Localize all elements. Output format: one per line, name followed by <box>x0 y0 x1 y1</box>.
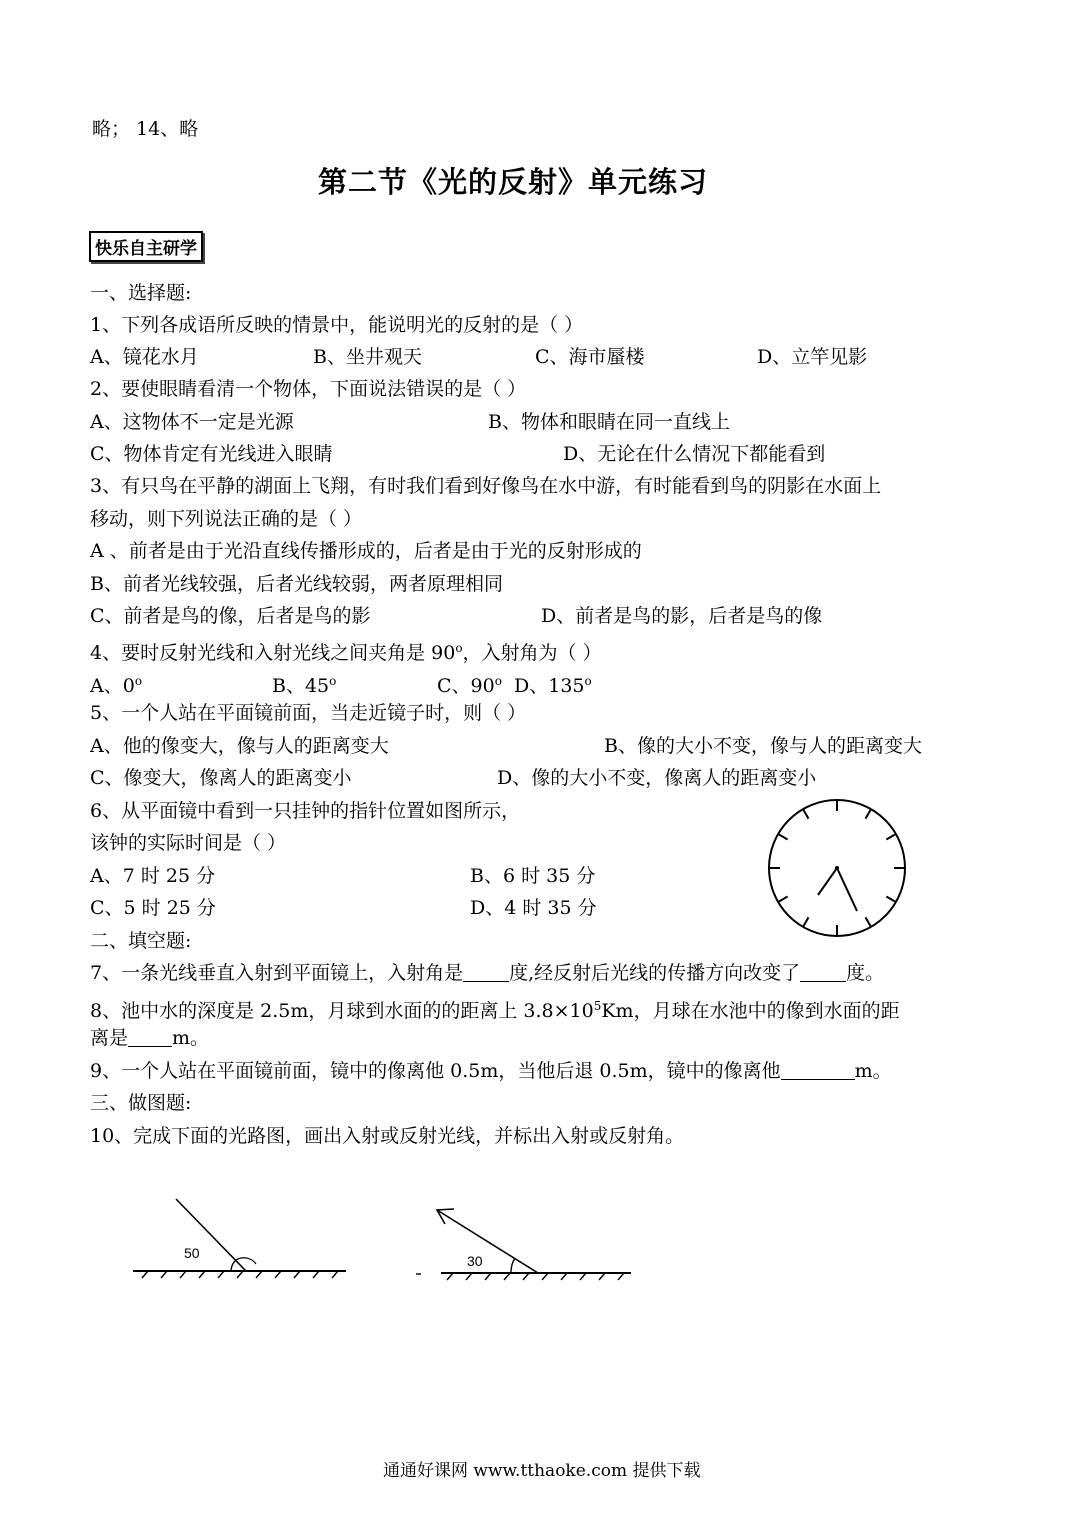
question-5-option-a: A、他的像变大，像与人的距离变大 <box>90 735 389 757</box>
hatch-mark <box>180 1271 186 1278</box>
clock-tick <box>866 809 872 819</box>
question-5-option-b: B、像的大小不变，像与人的距离变大 <box>604 735 922 757</box>
hatch-mark <box>447 1273 453 1280</box>
hatch-mark <box>542 1273 548 1280</box>
question-9 <box>90 1056 892 1086</box>
question-8-part-2: Km，月球在水池中的像到水面的距 <box>601 1000 900 1022</box>
question-8-part-4: m。 <box>172 1027 210 1049</box>
section-heading-fill: 二、填空题: <box>90 930 192 952</box>
question-2-stem: 2、要使眼睛看清一个物体，下面说法错误的是（ ） <box>90 378 527 400</box>
section-heading-choice: 一、选择题: <box>90 282 192 304</box>
question-4-option-a-text: A、0 <box>90 675 135 697</box>
question-4-option-b-text: B、45 <box>272 675 330 697</box>
question-7-part-2: 度,经反射后光线的传播方向改变了 <box>509 962 801 984</box>
reflected-ray <box>437 1210 538 1273</box>
section-badge: 快乐自主研学 <box>89 231 203 262</box>
question-4-option-a <box>90 666 142 701</box>
question-6-stem-line-2: 该钟的实际时间是（ ） <box>90 832 287 854</box>
degree-sign: o <box>455 641 463 655</box>
question-8-line-2 <box>90 1023 209 1053</box>
question-5-option-c: C、像变大，像离人的距离变小 <box>90 767 352 789</box>
light-path-diagram-1 <box>130 1196 350 1286</box>
hatch-mark <box>523 1273 529 1280</box>
section-heading-drawing: 三、做图题: <box>90 1092 192 1114</box>
question-6-option-c: C、5 时 25 分 <box>90 897 216 919</box>
question-3-option-b: B、前者光线较强，后者光线较弱，两者原理相同 <box>90 573 503 595</box>
hatch-mark <box>294 1271 300 1278</box>
question-7 <box>90 958 884 988</box>
hatch-mark <box>466 1273 472 1280</box>
question-3-stem-line-1: 3、有只鸟在平静的湖面上飞翔，有时我们看到好像鸟在水中游，有时能看到鸟的阴影在水面上 <box>90 475 882 497</box>
diagram-2-angle-label: 30 <box>467 1253 483 1269</box>
clock-center <box>835 866 839 870</box>
hatch-mark <box>599 1273 605 1280</box>
hatch-mark <box>504 1273 510 1280</box>
degree-sign: o <box>494 674 502 688</box>
page-title: 第二节《光的反射》单元练习 <box>318 165 709 199</box>
question-4-stem-pre: 4、要时反射光线和入射光线之间夹角是 90 <box>90 642 456 664</box>
degree-sign: o <box>329 674 337 688</box>
mirrored-clock-figure <box>766 797 908 939</box>
question-1-option-a: A、镜花水月 <box>90 346 199 368</box>
hatch-mark <box>256 1271 262 1278</box>
question-3-option-a: A 、前者是由于光沿直线传播形成的，后者是由于光的反射形成的 <box>90 540 642 562</box>
question-8-part-3: 离是 <box>90 1027 129 1049</box>
top-line: 略； 14、略 <box>92 118 199 140</box>
light-path-diagram-2 <box>413 1196 635 1286</box>
mirror-hatching <box>142 1271 338 1278</box>
question-6-stem-line-1: 6、从平面镜中看到一只挂钟的指针位置如图所示， <box>90 800 521 822</box>
question-3-stem-line-2: 移动，则下列说法正确的是（ ） <box>90 508 363 530</box>
question-7-part-1: 7、一条光线垂直入射到平面镜上，入射角是 <box>90 962 464 984</box>
question-5-stem: 5、一个人站在平面镜前面，当走近镜子时，则（ ） <box>90 702 527 724</box>
question-2-option-d: D、无论在什么情况下都能看到 <box>563 443 826 465</box>
question-3-option-c: C、前者是鸟的像，后者是鸟的影 <box>90 605 371 627</box>
clock-hand-long <box>837 868 857 911</box>
hatch-mark <box>199 1271 205 1278</box>
question-8-part-1: 8、池中水的深度是 2.5m，月球到水面的的距离上 3.8×10 <box>90 1000 594 1022</box>
clock-tick <box>886 834 896 840</box>
question-2-option-a: A、这物体不一定是光源 <box>90 411 294 433</box>
clock-tick <box>803 917 809 927</box>
question-4-option-c-text: C、90 <box>437 675 495 697</box>
hatch-mark <box>161 1271 167 1278</box>
question-6-option-b: B、6 时 35 分 <box>470 865 596 887</box>
question-8-line-1 <box>90 991 900 1026</box>
answer-blank <box>781 1059 855 1080</box>
clock-tick <box>866 917 872 927</box>
hatch-mark <box>313 1271 319 1278</box>
hatch-mark <box>561 1273 567 1280</box>
question-6-option-d: D、4 时 35 分 <box>470 897 597 919</box>
question-5-option-d: D、像的大小不变，像离人的距离变小 <box>497 767 817 789</box>
answer-blank <box>800 961 846 982</box>
clock-tick <box>778 897 788 903</box>
footer: 通通好课网 www.tthaoke.com 提供下载 <box>383 1461 701 1481</box>
question-4-stem <box>90 633 602 668</box>
question-9-part-1: 9、一个人站在平面镜前面，镜中的像离他 0.5m，当他后退 0.5m，镜中的像离他 <box>90 1060 781 1082</box>
mirror-hatching <box>447 1273 624 1280</box>
diagram-1-angle-label: 50 <box>184 1245 200 1261</box>
question-6-option-a: A、7 时 25 分 <box>90 865 216 887</box>
question-1-stem: 1、下列各成语所反映的情景中，能说明光的反射的是（ ） <box>90 314 584 336</box>
hatch-mark <box>275 1271 281 1278</box>
question-4-option-b <box>272 666 336 701</box>
angle-arc <box>231 1260 236 1271</box>
question-2-option-b: B、物体和眼睛在同一直线上 <box>488 411 730 433</box>
hatch-mark <box>142 1271 148 1278</box>
question-9-part-2: m。 <box>854 1060 892 1082</box>
question-2-option-c: C、物体肯定有光线进入眼睛 <box>90 443 333 465</box>
angle-arc <box>511 1258 515 1273</box>
question-4-option-c <box>437 666 502 701</box>
question-1-option-b: B、坐井观天 <box>313 346 422 368</box>
question-3-option-d: D、前者是鸟的影，后者是鸟的像 <box>541 605 823 627</box>
hatch-mark <box>237 1271 243 1278</box>
clock-tick <box>886 897 896 903</box>
question-4-stem-post: ，入射角为（ ） <box>462 642 602 664</box>
answer-blank <box>463 961 509 982</box>
question-1-option-c: C、海市蜃楼 <box>535 346 645 368</box>
clock-tick <box>778 834 788 840</box>
clock-tick <box>803 809 809 819</box>
answer-blank <box>128 1026 172 1047</box>
question-8-exponent: 5 <box>593 999 602 1013</box>
degree-sign: o <box>134 674 143 688</box>
clock-hand-short <box>818 868 837 895</box>
hatch-mark <box>332 1271 338 1278</box>
question-4-option-d <box>514 666 592 701</box>
degree-sign: o <box>584 674 592 688</box>
question-7-part-3: 度。 <box>846 962 885 984</box>
question-10-stem: 10、完成下面的光路图，画出入射或反射光线，并标出入射或反射角。 <box>90 1125 685 1147</box>
hatch-mark <box>218 1271 224 1278</box>
question-4-option-d-text: D、135 <box>514 675 585 697</box>
hatch-mark <box>485 1273 491 1280</box>
question-1-option-d: D、立竿见影 <box>757 346 868 368</box>
hatch-mark <box>580 1273 586 1280</box>
hatch-mark <box>618 1273 624 1280</box>
